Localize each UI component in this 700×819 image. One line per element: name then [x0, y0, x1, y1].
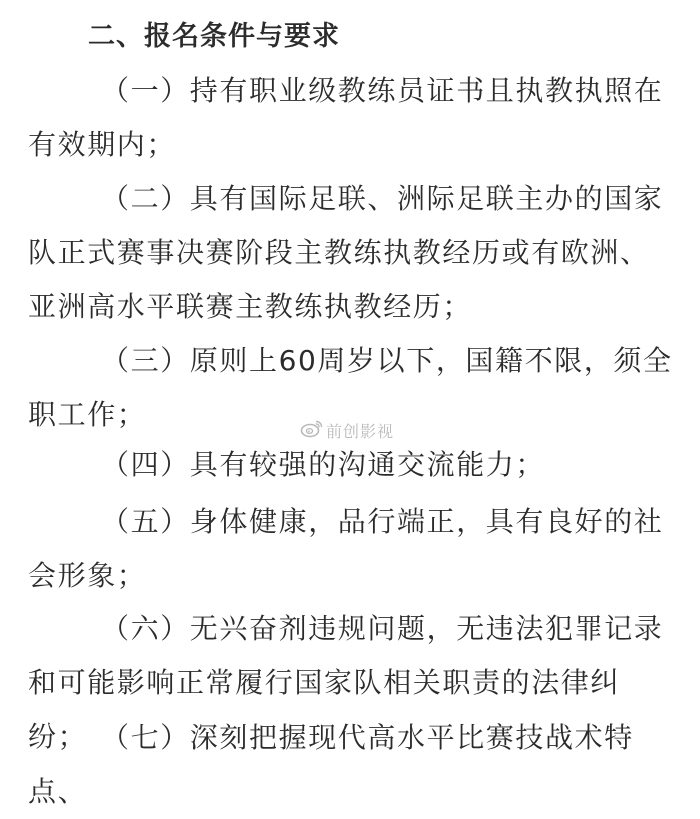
requirement-item-3: （三）原则上60周岁以下，国籍不限，须全职工作；	[28, 344, 673, 431]
requirement-item-5: （五）身体健康，品行端正，具有良好的社会形象；	[28, 505, 664, 592]
requirement-item-6: （六）无兴奋剂违规问题，无违法犯罪记录和可能影响正常履行国家队相关职责的法律纠纷；	[28, 612, 664, 753]
section-heading: 二、报名条件与要求	[88, 21, 340, 52]
requirement-item-4: （四）具有较强的沟通交流能力；	[101, 448, 546, 481]
watermark	[300, 418, 394, 442]
watermark-text: 前创影视	[326, 421, 395, 441]
requirement-item-7: （七）深刻把握现代高水平比赛技战术特点、	[28, 721, 634, 808]
requirement-item-2: （二）具有国际足联、洲际足联主办的国家队正式赛事决赛阶段主教练执教经历或有欧洲、亚洲高水平联赛主教练执教经历；	[28, 182, 664, 323]
requirement-item-1: （一）持有职业级教练员证书且执教执照在有效期内；	[28, 74, 664, 161]
weibo-icon	[300, 418, 326, 442]
